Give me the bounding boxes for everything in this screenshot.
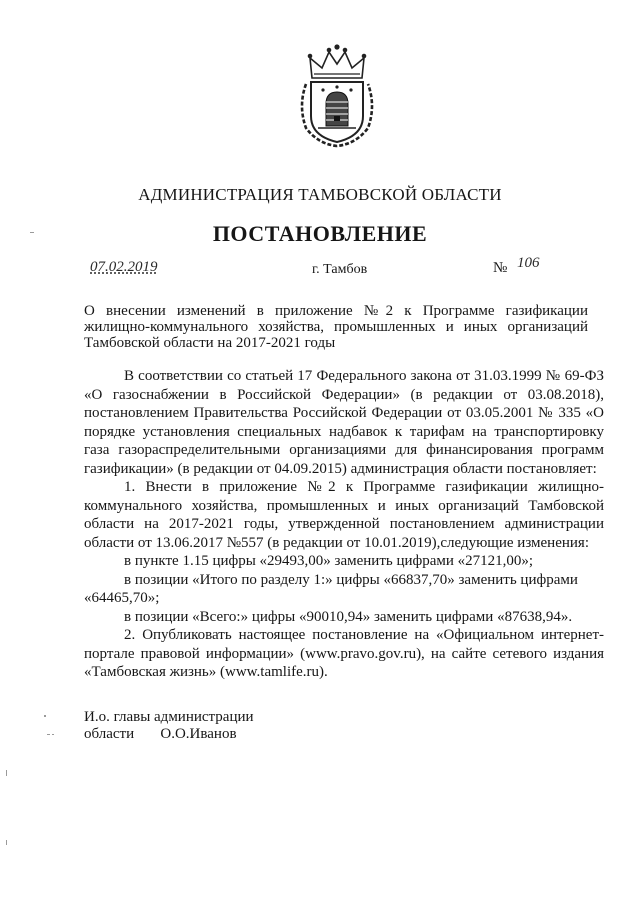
item-2-paragraph: 2. Опубликовать настоящее постановление на «Официальном интернет-портале правовой информации» (www.pravo.gov.ru), на сайте сетевого издания «Тамбовская жизнь» (www.tamlife.ru). (84, 627, 604, 680)
organization-name: АДМИНИСТРАЦИЯ ТАМБОВСКОЙ ОБЛАСТИ (138, 185, 502, 204)
document-number-label: № (493, 260, 508, 276)
document-subject: О внесении изменений в приложение №2 к Программе газификации жилищно-коммунального хозяйства, промышленных и иных организаций Тамбовской области на 2017-2021 годы (84, 303, 588, 351)
tambov-coat-of-arms-icon (296, 44, 378, 148)
scan-speck (47, 734, 50, 735)
scan-speck (6, 840, 7, 845)
scan-speck (52, 734, 54, 735)
scan-speck (30, 232, 34, 233)
signature-block (84, 709, 254, 743)
document-city: г. Тамбов (312, 262, 368, 277)
change-1-paragraph: в пункте 1.15 цифры «29493,00» заменить цифрами «27121,00»; (124, 553, 534, 569)
document-type-title: ПОСТАНОВЛЕНИЕ (212, 221, 428, 246)
signature-name-line: области О.О.Иванов (84, 726, 237, 742)
document-number: 106 (517, 255, 540, 271)
document-body (84, 367, 604, 682)
signature-position: И.о. главы администрации (84, 709, 254, 725)
document-date: 07.02.2019 (90, 259, 158, 275)
preamble-paragraph: В соответствии со статьей 17 Федерального закона от 31.03.1999 № 69-ФЗ «О газоснабжении в Российской Федерации» (в редакции от 03.08.2018), постановлением Правительства Российской Федерации от 03.05.2001 № 335 «О порядке установления специальных надбавок к тарифам на транспортировку газа газораспределительными организациями для финансирования программ газификации» (в редакции от 04.09.2015) администрация области постановляет: (84, 368, 604, 477)
scan-speck (6, 770, 7, 776)
scan-speck (44, 715, 46, 717)
change-2-paragraph: в позиции «Итого по разделу 1:» цифры «66837,70» заменить цифрами «64465,70»; (84, 571, 578, 606)
change-3-paragraph: в позиции «Всего:» цифры «90010,94» заменить цифрами «87638,94». (124, 608, 573, 625)
item-1-paragraph: 1. Внести в приложение №2 к Программе газификации жилищно-коммунального хозяйства, промышленных и иных организаций Тамбовской области на 2017-2021 годы, утвержденной постановлением администрации области от 13.06.2017 №557 (в редакции от 10.01.2019),следующие изменения: (84, 479, 604, 551)
